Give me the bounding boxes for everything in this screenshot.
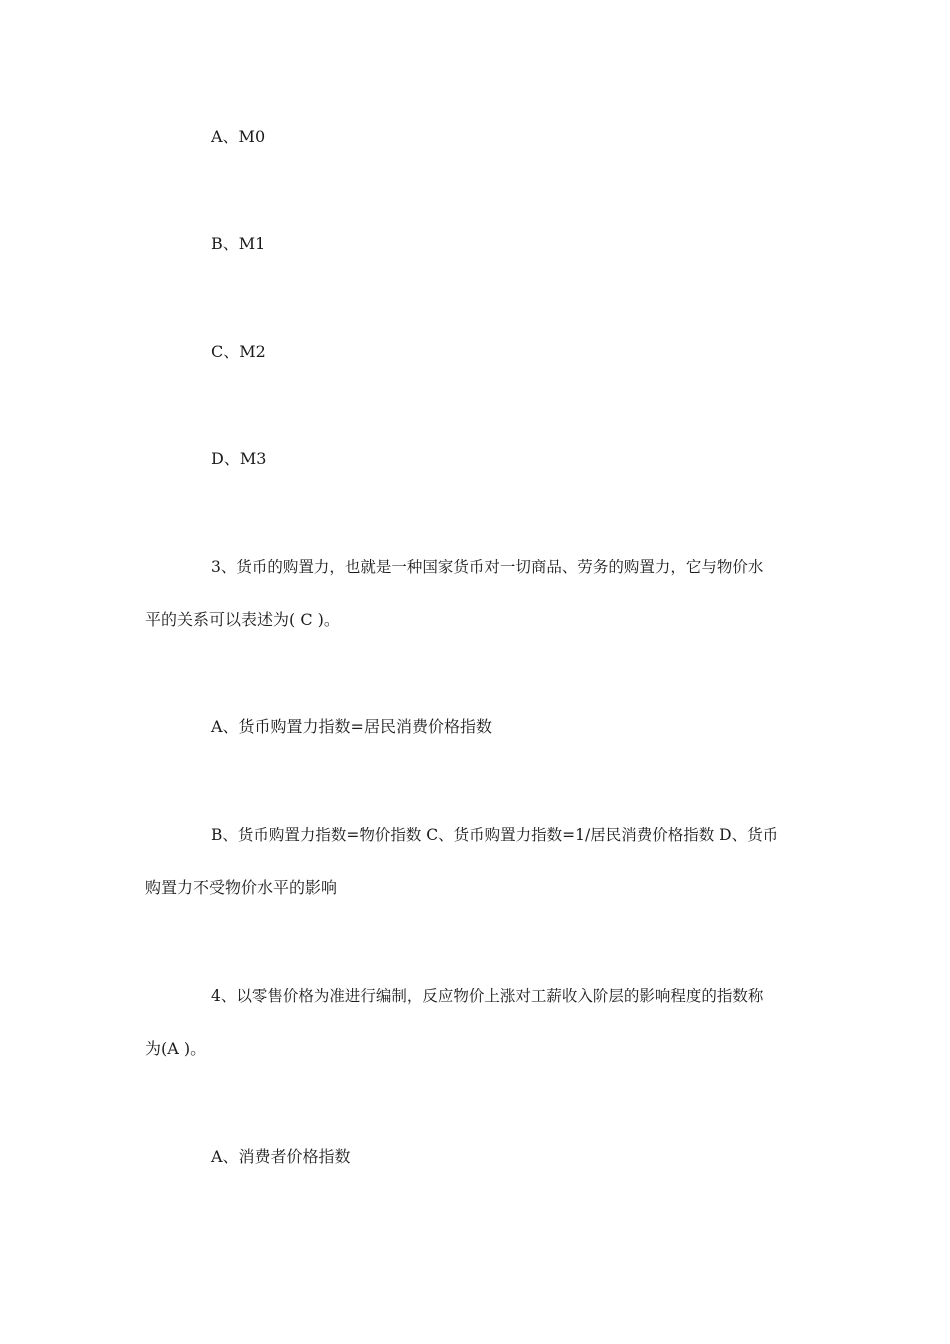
q3-option-bcd-line1: B、货币购置力指数=物价指数 C、货币购置力指数=1/居民消费价格指数 D、货币 <box>211 826 779 844</box>
q3-option-a: A、货币购置力指数=居民消费价格指数 <box>211 717 492 736</box>
q2-option-a: A、M0 <box>211 127 266 146</box>
q4-stem-line1: 4、以零售价格为准进行编制，反应物价上涨对工薪收入阶层的影响程度的指数称 <box>211 987 764 1005</box>
q3-stem-line2: 平的关系可以表述为( C )。 <box>145 610 340 629</box>
q2-option-d: D、M3 <box>211 449 267 468</box>
q3-option-bcd-line2: 购置力不受物价水平的影响 <box>145 878 338 897</box>
q2-option-b: B、M1 <box>211 234 266 253</box>
q4-option-a: A、消费者价格指数 <box>211 1147 351 1166</box>
q4-stem-line2: 为(A )。 <box>145 1039 207 1058</box>
q3-stem-line1: 3、货币的购置力，也就是一种国家货币对一切商品、劳务的购置力，它与物价水 <box>211 558 764 576</box>
q2-option-c: C、M2 <box>211 342 266 361</box>
